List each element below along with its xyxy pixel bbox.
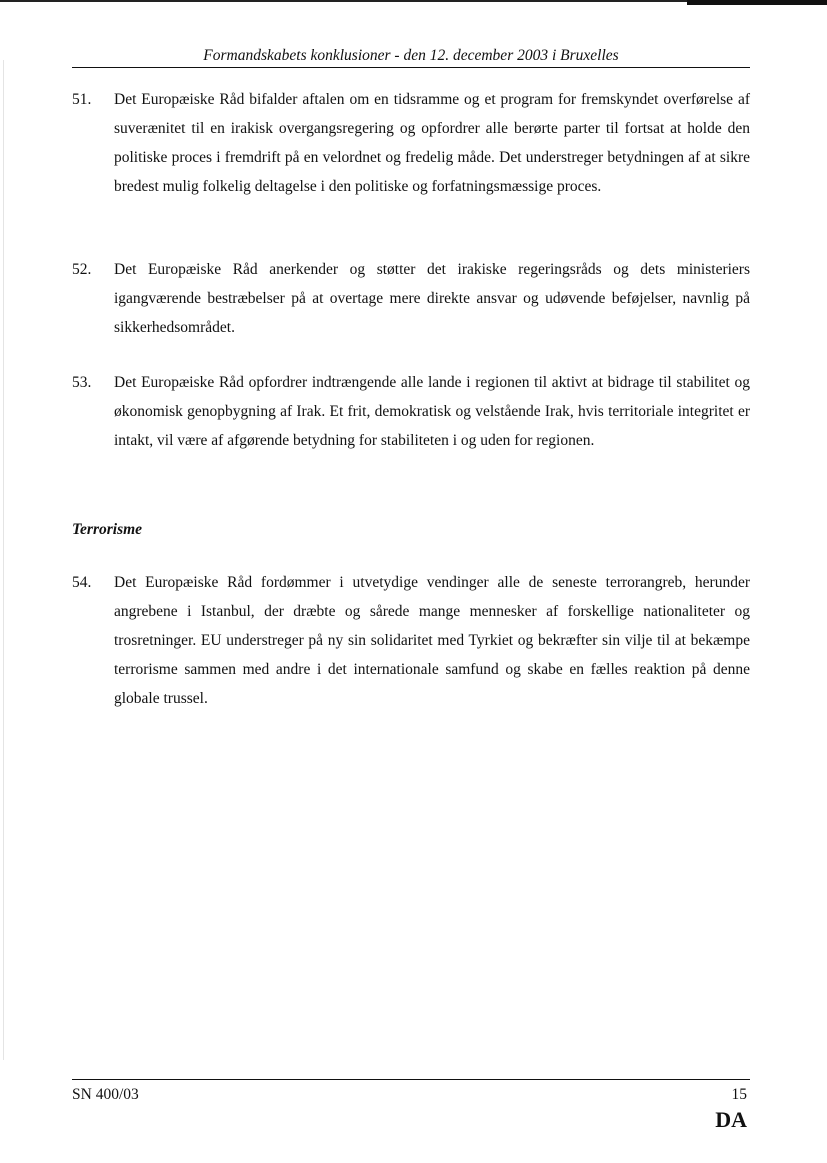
document-code: SN 400/03 [72,1086,139,1103]
paragraph-number: 51. [72,91,92,108]
paragraph-number: 54. [72,574,92,591]
section-heading: Terrorisme [72,521,143,538]
paragraph-51 [72,85,750,201]
running-header: Formandskabets konklusioner - den 12. december 2003 i Bruxelles [203,47,619,64]
paragraph-text: Det Europæiske Råd bifalder aftalen om en tidsramme og et program for fremskyndet overførelse af suverænitet til en irakisk overgangsregering og opfordrer alle berørte parter til fortsat at holde den politiske proces i fremdrift på en velordnet og fredelig måde. Det understreger betydningen af at sikre bredest mulig folkelig deltagelse i den politiske og forfatningsmæssige proces. [114,91,750,195]
header-rule [72,67,750,68]
paragraph-52 [72,255,750,342]
page-number: 15 [731,1086,747,1103]
footer-rule [72,1079,750,1080]
paragraph-text: Det Europæiske Råd anerkender og støtter det irakiske regeringsråds og dets ministeriers igangværende bestræbelser på at overtage mere direkte ansvar og udøvende beføjelser, navnlig på sikkerhedsområdet. [114,261,750,336]
paragraph-number: 52. [72,261,92,278]
paragraph-number: 53. [72,374,92,391]
language-code: DA [715,1107,747,1132]
paragraph-text: Det Europæiske Råd opfordrer indtrængende alle lande i regionen til aktivt at bidrage til stabilitet og økonomisk genopbygning af Irak. Et frit, demokratisk og velstående Irak, hvis territoriale integritet er intakt, vil være af afgørende betydning for stabiliteten i og uden for regionen. [114,374,750,449]
paragraph-54 [72,568,750,713]
paragraph-text: Det Europæiske Råd fordømmer i utvetydige vendinger alle de seneste terrorangreb, herunder angrebene i Istanbul, der dræbte og sårede mange mennesker af forskellige nationaliteter og trosretninger. EU understreger på ny sin solidaritet med Tyrkiet og bekræfter sin vilje til at bekæmpe terrorisme sammen med andre i det internationale samfund og skabe en fælles reaktion på denne globale trussel. [114,574,750,707]
scan-edge-line [3,60,4,1060]
top-rule-accent [687,0,827,5]
paragraph-53 [72,368,750,455]
